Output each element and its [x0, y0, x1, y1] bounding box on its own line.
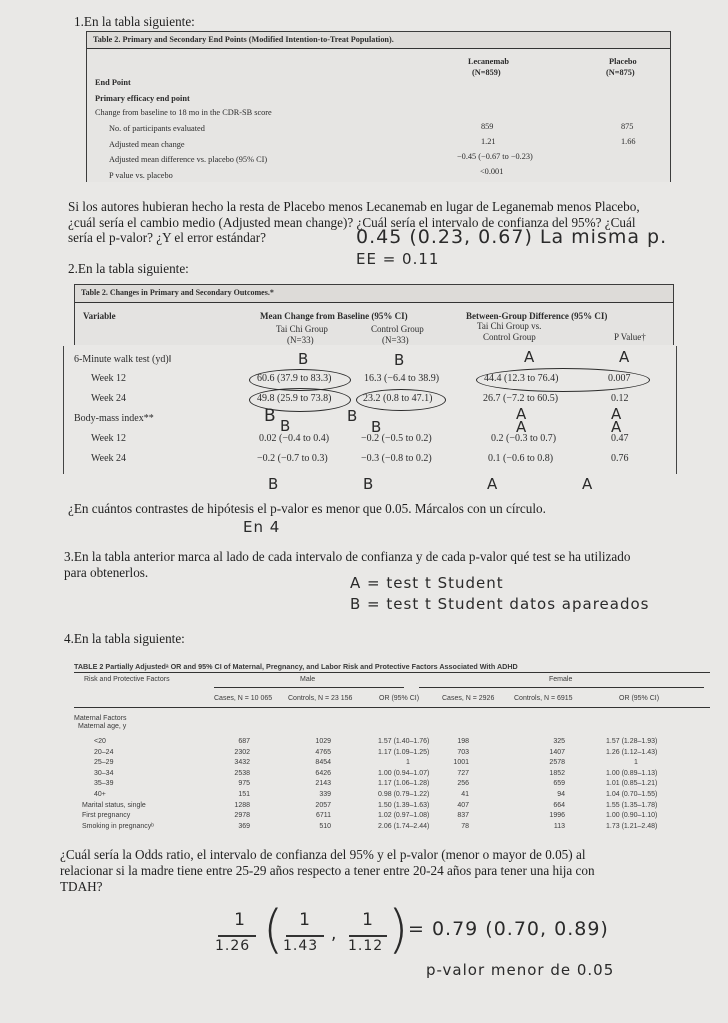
- table-cell: 94: [557, 791, 565, 798]
- row-label: Adjusted mean difference vs. placebo (95% CI): [109, 155, 268, 164]
- test-mark-b: B: [394, 351, 405, 369]
- cell-p-value: 0.12: [611, 393, 629, 404]
- fraction-bar: [218, 935, 256, 937]
- table-caption: Table 2. Primary and Secondary End Points (Modified Intention-to-Treat Population).: [87, 32, 670, 49]
- test-mark-b: B: [347, 407, 358, 425]
- cell-difference: −0.45 (−0.67 to −0.23): [457, 152, 533, 161]
- comma: ,: [331, 924, 338, 944]
- group-label: 6-Minute walk test (yd)‖: [74, 354, 172, 365]
- col-variable: Variable: [83, 311, 116, 321]
- table-cell: 1.73 (1.21–2.48): [606, 822, 658, 830]
- col-p-value: P Value†: [614, 332, 646, 342]
- table-cell: 2978: [234, 812, 250, 820]
- col-placebo-n: (N=875): [606, 68, 635, 77]
- row-label: 20–24: [94, 748, 114, 756]
- q4-question-line-3: TDAH?: [60, 879, 103, 894]
- group-label: Body-mass index**: [74, 413, 154, 424]
- row-label: Week 12: [91, 433, 127, 444]
- col-female-controls: Controls, N = 6915: [514, 695, 573, 702]
- table-cell: 151: [238, 791, 250, 798]
- section-label: Primary efficacy end point: [95, 94, 190, 103]
- table-cell: 1: [406, 759, 410, 767]
- table-cell: 256: [457, 780, 469, 788]
- table-cell: 837: [457, 812, 469, 820]
- fraction-bar: [286, 935, 324, 937]
- col-male-or: OR (95% CI): [379, 695, 420, 702]
- table-cell: 3432: [234, 759, 250, 767]
- table-cell: 78: [461, 822, 469, 830]
- table-cell: 8454: [315, 759, 331, 767]
- table-cell: 369: [238, 822, 250, 830]
- table-cell: 975: [238, 780, 250, 788]
- odds-ratio-result: = 0.79 (0.70, 0.89): [408, 918, 609, 940]
- table-cell: 703: [457, 748, 469, 756]
- p-value-note: p-valor menor de 0.05: [426, 961, 615, 979]
- table-rule: [419, 687, 704, 688]
- test-mark-b: B: [264, 406, 276, 426]
- table-cell: 1: [634, 759, 638, 767]
- cell-p-value: 0.47: [611, 433, 629, 444]
- table-cell: 1288: [234, 801, 250, 809]
- fraction-denominator: 1.26: [215, 938, 251, 954]
- test-mark-a: A: [487, 475, 498, 493]
- test-mark-a: A: [619, 348, 630, 366]
- cell-tai-chi: −0.2 (−0.7 to 0.3): [257, 453, 328, 464]
- table-cell: 41: [461, 791, 469, 798]
- table-caption: Table 2. Changes in Primary and Secondary Outcomes.*: [75, 285, 673, 303]
- table-cell: 339: [319, 791, 331, 798]
- cell-control: −0.2 (−0.5 to 0.2): [361, 433, 432, 444]
- cell-p-value: 0.007: [608, 373, 631, 384]
- table-cell: 1.04 (0.70–1.55): [606, 791, 658, 798]
- col-vs-line-1: Tai Chi Group vs.: [477, 321, 542, 331]
- col-control-n: (N=33): [382, 335, 409, 345]
- close-paren: ): [388, 900, 410, 960]
- table-cell: 407: [457, 801, 469, 809]
- fraction-denominator: 1.43: [283, 938, 319, 954]
- table-cell: 687: [238, 738, 250, 745]
- q2-heading: 2.En la tabla siguiente:: [68, 261, 189, 276]
- table-cell: 1.55 (1.35–1.78): [606, 801, 658, 809]
- cell-difference: 0.1 (−0.6 to 0.8): [488, 453, 554, 464]
- test-mark-b: B: [268, 475, 279, 493]
- cell-difference: 44.4 (12.3 to 76.4): [484, 373, 559, 384]
- test-mark-b: B: [280, 417, 291, 435]
- cell-tai-chi: 49.8 (25.9 to 73.8): [257, 393, 332, 404]
- table-cell: 2143: [315, 780, 331, 788]
- table-rule: [214, 687, 404, 688]
- table-cell: 1.00 (0.89–1.13): [606, 769, 658, 777]
- q1-question-line-1: Si los autores hubieran hecho la resta de Placebo menos Lecanemab en lugar de Leganemab menos Placebo,: [68, 199, 640, 214]
- table-caption: TABLE 2 Partially Adjustedᵃ OR and 95% CI of Maternal, Pregnancy, and Labor Risk and Protective Factors Associated With ADHD: [74, 662, 518, 671]
- col-control: Control Group: [371, 324, 424, 334]
- cell-lecanemab: 859: [481, 122, 494, 131]
- q4-question-line-2: relacionar si la madre tiene entre 25-29 años respecto a tener entre 20-24 años para tener una hija con: [60, 863, 595, 878]
- table-cell: 659: [553, 780, 565, 788]
- fraction-numerator: 1: [299, 910, 311, 930]
- q3-answer-b: B = test t Student datos apareados: [350, 595, 650, 613]
- table-cell: 1001: [453, 759, 469, 767]
- fraction-numerator: 1: [362, 910, 374, 930]
- col-female: Female: [549, 676, 573, 683]
- table-cell: 727: [457, 769, 469, 777]
- q1-answer-se-handwritten: EE = 0.11: [356, 250, 440, 268]
- fraction-numerator: 1: [234, 910, 246, 930]
- row-label: First pregnancy: [82, 812, 131, 820]
- q4-heading: 4.En la tabla siguiente:: [64, 631, 185, 646]
- endpoints-table: [86, 31, 671, 182]
- cell-difference: 26.7 (−7.2 to 60.5): [483, 393, 559, 404]
- test-mark-a: A: [516, 405, 527, 423]
- row-label: Week 12: [91, 373, 127, 384]
- table-cell: 510: [319, 822, 331, 830]
- table-cell: 113: [553, 822, 565, 830]
- table-cell: 1.26 (1.12–1.43): [606, 748, 658, 756]
- table-cell: 1.17 (1.06–1.28): [378, 780, 430, 788]
- row-label: Marital status, single: [82, 801, 146, 809]
- fraction-denominator: 1.12: [348, 938, 384, 954]
- row-label: 40+: [94, 791, 106, 798]
- cell-placebo: 875: [621, 122, 634, 131]
- row-label: 30–34: [94, 769, 114, 777]
- table-cell: 1029: [315, 738, 331, 745]
- q4-question-line-1: ¿Cuál sería la Odds ratio, el intervalo de confianza del 95% y el p-valor (menor o mayor de 0.05) al: [60, 847, 586, 862]
- q1-question-line-3: sería el p-valor? ¿Y el error estándar?: [68, 230, 266, 245]
- col-end-point: End Point: [95, 78, 131, 87]
- cell-difference: 0.2 (−0.3 to 0.7): [491, 433, 557, 444]
- table-cell: 1996: [549, 812, 565, 820]
- outcomes-table-body: [63, 346, 677, 474]
- col-female-cases: Cases, N = 2926: [442, 695, 495, 702]
- subsection-label: Maternal age, y: [78, 723, 127, 730]
- test-mark-a: A: [516, 418, 527, 436]
- row-label: Week 24: [91, 453, 127, 464]
- table-cell: 1.00 (0.90–1.10): [606, 812, 658, 820]
- adhd-risk-table: [74, 660, 710, 845]
- table-cell: 2578: [549, 759, 565, 767]
- row-label: Smoking in pregnancyᵇ: [82, 822, 154, 830]
- cell-placebo: 1.66: [621, 137, 636, 146]
- table-cell: 1.01 (0.85–1.21): [606, 780, 658, 788]
- row-label: P value vs. placebo: [109, 171, 173, 180]
- col-placebo: Placebo: [609, 57, 637, 66]
- outcomes-table-header: [74, 284, 674, 345]
- subsection-label: Change from baseline to 18 mo in the CDR-SB score: [95, 108, 272, 117]
- q2-answer-handwritten: En 4: [243, 518, 281, 536]
- table-cell: 2057: [315, 801, 331, 809]
- col-male: Male: [300, 676, 316, 683]
- cell-tai-chi: 0.02 (−0.4 to 0.4): [259, 433, 330, 444]
- table-cell: 2.06 (1.74–2.44): [378, 822, 430, 830]
- table-cell: 2302: [234, 748, 250, 756]
- circle-mark: [476, 368, 650, 392]
- test-mark-a: A: [524, 348, 535, 366]
- col-mean-change: Mean Change from Baseline (95% CI): [260, 311, 408, 321]
- cell-p-value: 0.76: [611, 453, 629, 464]
- table-rule: [74, 672, 710, 673]
- col-tai-chi: Tai Chi Group: [276, 324, 328, 334]
- table-cell: 1.50 (1.39–1.63): [378, 801, 430, 809]
- col-lecanemab: Lecanemab: [468, 57, 510, 66]
- col-vs-line-2: Control Group: [483, 332, 536, 342]
- q2-question: ¿En cuántos contrastes de hipótesis el p-valor es menor que 0.05. Márcalos con un círculo.: [68, 501, 546, 516]
- open-paren: (: [263, 900, 285, 960]
- test-mark-a: A: [582, 475, 593, 493]
- test-mark-a: A: [611, 418, 622, 436]
- col-male-controls: Controls, N = 23 156: [288, 695, 353, 702]
- test-mark-b: B: [298, 350, 309, 368]
- cell-control: 16.3 (−6.4 to 38.9): [364, 373, 440, 384]
- table-cell: 6426: [315, 769, 331, 777]
- table-cell: 664: [553, 801, 565, 809]
- q3-question-line-1: 3.En la tabla anterior marca al lado de cada intervalo de confianza y de cada p-valor qué test se ha utilizado: [64, 549, 631, 564]
- q1-heading: 1.En la tabla siguiente:: [74, 14, 195, 29]
- q3-answer-a: A = test t Student: [350, 574, 504, 592]
- test-mark-b: B: [363, 475, 374, 493]
- col-between-group: Between-Group Difference (95% CI): [466, 311, 608, 321]
- q1-answer-handwritten: 0.45 (0.23, 0.67) La misma p.: [356, 226, 668, 248]
- table-cell: 1.02 (0.97–1.08): [378, 812, 430, 820]
- circle-mark: [356, 389, 446, 411]
- table-cell: 1.17 (1.09–1.25): [378, 748, 430, 756]
- col-factors: Risk and Protective Factors: [84, 676, 170, 683]
- col-tai-chi-n: (N=33): [287, 335, 314, 345]
- q1-question-line-2: ¿cuál sería el cambio medio (Adjusted mean change)? ¿Cuál sería el intervalo de confianza del 95%? ¿Cuál: [68, 215, 636, 230]
- table-cell: 2538: [234, 769, 250, 777]
- section-label: Maternal Factors: [74, 715, 127, 722]
- fraction-bar: [349, 935, 387, 937]
- q3-question-line-2: para obtenerlos.: [64, 565, 149, 580]
- test-mark-a: A: [611, 405, 622, 423]
- table-cell: 1.00 (0.94–1.07): [378, 769, 430, 777]
- cell-tai-chi: 60.6 (37.9 to 83.3): [257, 373, 332, 384]
- cell-pvalue: <0.001: [480, 167, 504, 176]
- row-label: Week 24: [91, 393, 127, 404]
- table-cell: 1852: [549, 769, 565, 777]
- table-cell: 1407: [549, 748, 565, 756]
- row-label: No. of participants evaluated: [109, 124, 205, 133]
- col-lecanemab-n: (N=859): [472, 68, 501, 77]
- row-label: 35–39: [94, 780, 114, 788]
- table-cell: 1.57 (1.40–1.76): [378, 738, 430, 745]
- cell-lecanemab: 1.21: [481, 137, 496, 146]
- row-label: Adjusted mean change: [109, 140, 185, 149]
- test-mark-b: B: [371, 418, 382, 436]
- table-cell: 4765: [315, 748, 331, 756]
- cell-control: 23.2 (0.8 to 47.1): [363, 393, 433, 404]
- row-label: 25–29: [94, 759, 114, 767]
- table-cell: 325: [553, 738, 565, 745]
- table-cell: 198: [457, 738, 469, 745]
- row-label: <20: [94, 738, 106, 745]
- cell-control: −0.3 (−0.8 to 0.2): [361, 453, 432, 464]
- col-female-or: OR (95% CI): [619, 695, 660, 702]
- table-cell: 0.98 (0.79–1.22): [378, 791, 430, 798]
- table-rule: [74, 707, 710, 708]
- col-male-cases: Cases, N = 10 065: [214, 695, 273, 702]
- table-cell: 6711: [315, 812, 331, 820]
- table-cell: 1.57 (1.28–1.93): [606, 738, 658, 745]
